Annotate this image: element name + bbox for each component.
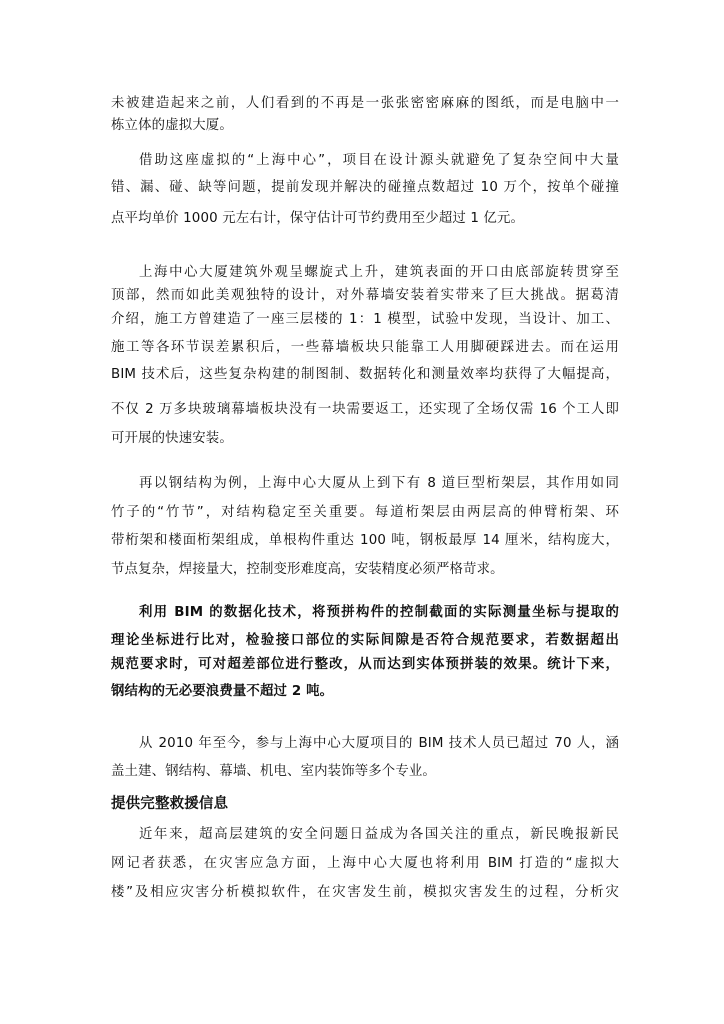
paragraph-3-line-2: 顶部，然而如此美观独特的设计，对外幕墙安装着实带来了巨大挑战。据葛清 bbox=[111, 288, 619, 303]
paragraph-4-line-2: 竹子的“竹节”，对结构稳定至关重要。每道桁架层由两层高的伸臂桁架、环 bbox=[111, 505, 619, 520]
paragraph-7-line-3: 楼”及相应灾害分析模拟软件，在灾害发生前，模拟灾害发生的过程，分析灾 bbox=[111, 885, 619, 900]
paragraph-1-line-1: 未被建造起来之前，人们看到的不再是一张张密密麻麻的图纸，而是电脑中一 bbox=[111, 96, 619, 111]
paragraph-2-line-2: 错、漏、碰、缺等问题，提前发现并解决的碰撞点数超过 10 万个，按单个碰撞 bbox=[111, 180, 619, 195]
paragraph-7-line-1: 近年来，超高层建筑的安全问题日益成为各国关注的重点，新民晚报新民 bbox=[139, 827, 619, 842]
paragraph-4-line-1: 再以钢结构为例，上海中心大厦从上到下有 8 道巨型桁架层，其作用如同 bbox=[139, 476, 619, 491]
paragraph-7-line-2: 网记者获悉，在灾害应急方面，上海中心大厦也将利用 BIM 打造的“虚拟大 bbox=[111, 856, 619, 871]
paragraph-3-line-5: BIM 技术后，这些复杂构建的制图制、数据转化和测量效率均获得了大幅提高， bbox=[111, 367, 619, 382]
paragraph-6-line-1: 从 2010 年至今，参与上海中心大厦项目的 BIM 技术人员已超过 70 人，涵 bbox=[139, 736, 619, 751]
paragraph-3-line-1: 上海中心大厦建筑外观呈螺旋式上升，建筑表面的开口由底部旋转贯穿至 bbox=[139, 265, 619, 280]
paragraph-3-line-3: 介绍，施工方曾建造了一座三层楼的 1：1 模型，试验中发现，当设计、加工、 bbox=[111, 312, 619, 327]
paragraph-5-line-2: 理论坐标进行比对，检验接口部位的实际间隙是否符合规范要求，若数据超出 bbox=[111, 633, 619, 648]
paragraph-3-line-7: 可开展的快速安装。 bbox=[111, 431, 233, 446]
paragraph-6-line-2: 盖土建、钢结构、幕墙、机电、室内装饰等多个专业。 bbox=[111, 764, 436, 779]
paragraph-2-line-3: 点平均单价 1000 元左右计，保守估计可节约费用至少超过 1 亿元。 bbox=[111, 211, 525, 226]
section-heading: 提供完整救援信息 bbox=[111, 796, 229, 812]
paragraph-3-line-6: 不仅 2 万多块玻璃幕墙板块没有一块需要返工，还实现了全场仅需 16 个工人即 bbox=[111, 402, 619, 417]
paragraph-5-line-1: 利用 BIM 的数据化技术，将预拼构件的控制截面的实际测量坐标与提取的 bbox=[139, 605, 619, 620]
paragraph-5-line-3: 规范要求时，可对超差部位进行整改，从而达到实体预拼装的效果。统计下来， bbox=[111, 657, 619, 672]
paragraph-4-line-4: 节点复杂，焊接量大，控制变形难度高，安装精度必须严格苛求。 bbox=[111, 562, 504, 577]
paragraph-5-line-4: 钢结构的无必要浪费量不超过 2 吨。 bbox=[111, 684, 334, 699]
paragraph-3-line-4: 施工等各环节误差累积后，一些幕墙板块只能靠工人用脚硬踩进去。而在运用 bbox=[111, 340, 619, 355]
paragraph-4-line-3: 带桁架和楼面桁架组成，单根构件重达 100 吨，钢板最厚 14 厘米，结构庞大， bbox=[111, 533, 619, 548]
paragraph-2-line-1: 借助这座虚拟的“上海中心”，项目在设计源头就避免了复杂空间中大量 bbox=[139, 153, 619, 168]
paragraph-1-line-2: 栋立体的虚拟大厦。 bbox=[111, 118, 233, 133]
